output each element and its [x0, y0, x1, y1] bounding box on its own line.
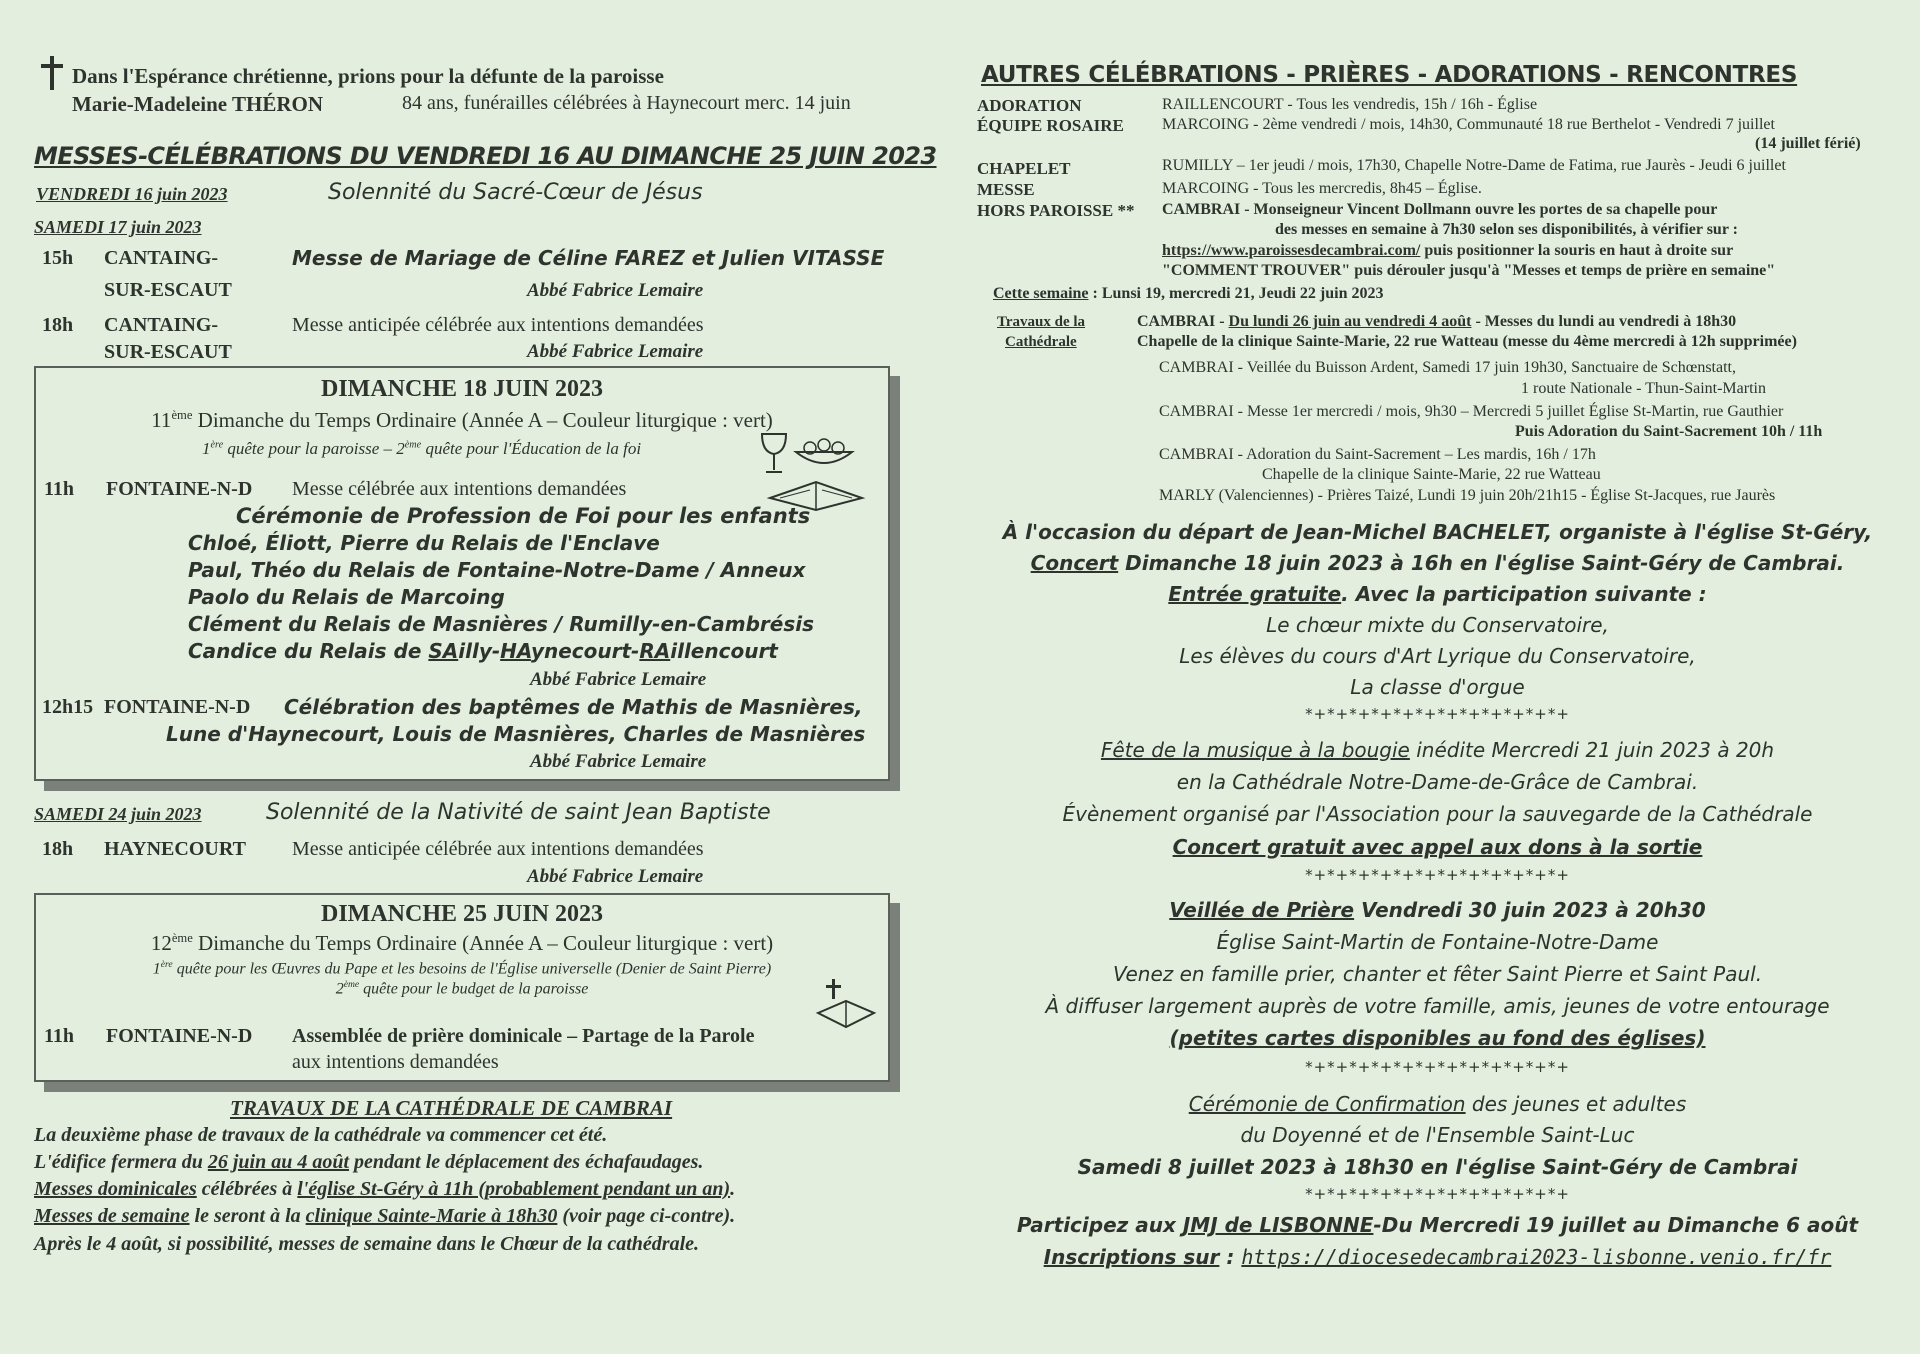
works-line: L'édifice fermera du 26 juin au 4 août pendant le déplacement des échafaudages. — [34, 1151, 704, 1173]
works-title: TRAVAUX DE LA CATHÉDRALE DE CAMBRAI — [230, 1096, 673, 1120]
bible-cross-icon — [814, 977, 878, 1033]
sunday18-quetes: 1ère quête pour la paroisse – 2ème quête pour l'Éducation de la foi — [202, 439, 642, 458]
sunday25-quete1: 1ère quête pour les Œuvres du Pape et les besoins de l'Église universelle (Denier de Saint Pierre) — [152, 959, 772, 978]
right-title: AUTRES CÉLÉBRATIONS - PRIÈRES - ADORATIONS - RENCONTRES — [981, 62, 1798, 88]
saturday24-date: SAMEDI 24 juin 2023 — [34, 804, 202, 824]
saturday24-place: HAYNECOURT — [104, 838, 246, 860]
veillee-line: (petites cartes disponibles au fond des églises) — [1169, 1026, 1706, 1050]
entry-desc: Messe de Mariage de Céline FAREZ et Julien VITASSE — [292, 246, 885, 270]
veillee-line: Venez en famille prier, chanter et fêter Saint Pierre et Saint Paul. — [1112, 962, 1763, 986]
travaux-label: Travaux de la — [997, 314, 1086, 330]
deceased-details: 84 ans, funérailles célébrées à Haynecourt merc. 14 juin — [402, 92, 851, 114]
row-label: CHAPELET — [977, 159, 1071, 178]
row-text: RUMILLY – 1er jeudi / mois, 17h30, Chapelle Notre-Dame de Fatima, rue Jaurès - Jeudi 6 juillet — [1162, 157, 1786, 174]
works-line: Messes dominicales célébrées à l'église St-Géry à 11h (probablement pendant un an). — [34, 1178, 736, 1200]
event-line: MARLY (Valenciennes) - Prières Taizé, Lundi 19 juin 20h/21h15 - Église St-Jacques, rue Jaurès — [1159, 487, 1776, 504]
row-text: MARCOING - 2ème vendredi / mois, 14h30, Communauté 18 rue Berthelot - Vendredi 7 juillet — [1162, 116, 1775, 133]
fete-line: Évènement organisé par l'Association pour la sauvegarde de la Cathédrale — [1062, 802, 1813, 826]
sunday25-time: 11h — [44, 1025, 75, 1047]
sunday25-place: FONTAINE-N-D — [106, 1025, 253, 1047]
concert-line: Concert Dimanche 18 juin 2023 à 16h en l'église Saint-Géry de Cambrai. — [1030, 551, 1845, 575]
concert-line: À l'occasion du départ de Jean-Michel BACHELET, organiste à l'église St-Géry, — [1002, 520, 1873, 544]
sunday18-desc: Messe célébrée aux intentions demandées — [292, 478, 627, 500]
sunday18-box — [34, 366, 890, 781]
friday-feast: Solennité du Sacré-Cœur de Jésus — [328, 180, 703, 205]
sunday25-box — [34, 893, 890, 1082]
concert-line: Les élèves du cours d'Art Lyrique du Conservatoire, — [1179, 644, 1696, 668]
entry-desc: Messe anticipée célébrée aux intentions demandées — [292, 314, 704, 336]
entry-time: 15h — [42, 247, 74, 269]
sunday18-time2: 12h15 — [42, 696, 94, 718]
sunday18-liturgy: 11ème Dimanche du Temps Ordinaire (Année A – Couleur liturgique : vert) — [151, 408, 773, 432]
cross-icon — [38, 54, 66, 92]
sunday18-priest: Abbé Fabrice Lemaire — [530, 669, 707, 690]
hors-line: https://www.paroissesdecambrai.com/ puis positionner la souris en haut à droite sur — [1162, 242, 1734, 259]
works-line: La deuxième phase de travaux de la cathédrale va commencer cet été. — [34, 1124, 608, 1146]
entry-place: CANTAING- — [104, 314, 219, 336]
saturday24-desc: Messe anticipée célébrée aux intentions demandées — [292, 838, 704, 860]
left-column — [0, 0, 940, 1354]
travaux-label: Cathédrale — [1005, 334, 1077, 350]
right-column — [955, 0, 1920, 1354]
veillee-line: Veillée de Prière Vendredi 30 juin 2023 à 20h30 — [1169, 898, 1706, 922]
travaux-line: CAMBRAI - Du lundi 26 juin au vendredi 4 août - Messes du lundi au vendredi à 18h30 — [1137, 313, 1737, 330]
entry-place: SUR-ESCAUT — [104, 279, 232, 301]
saturday24-priest: Abbé Fabrice Lemaire — [527, 866, 704, 887]
ceremony-title: Cérémonie de Profession de Foi pour les enfants — [236, 504, 811, 528]
row-label: MESSE — [977, 180, 1035, 199]
jmj-line: Participez aux JMJ de LISBONNE-Du Mercredi 19 juillet au Dimanche 6 août — [1016, 1213, 1859, 1237]
event-line: CAMBRAI - Messe 1er mercredi / mois, 9h30 – Mercredi 5 juillet Église St-Martin, rue Gauthier — [1159, 403, 1784, 420]
sunday18-priest: Abbé Fabrice Lemaire — [530, 751, 707, 772]
row-label: ADORATION — [977, 96, 1082, 115]
sunday25-liturgy: 12ème Dimanche du Temps Ordinaire (Année A – Couleur liturgique : vert) — [150, 931, 774, 955]
deceased-line1: Dans l'Espérance chrétienne, prions pour la défunte de la paroisse — [72, 64, 664, 88]
separator: *+*+*+*+*+*+*+*+*+*+*+*+ — [1305, 1058, 1570, 1076]
main-title: MESSES-CÉLÉBRATIONS DU VENDREDI 16 AU DIMANCHE 25 JUIN 2023 — [34, 142, 937, 170]
fete-line: Concert gratuit avec appel aux dons à la sortie — [1172, 835, 1703, 859]
entry-place: SUR-ESCAUT — [104, 341, 232, 363]
child-line: Paolo du Relais de Marcoing — [188, 585, 505, 609]
baptism-line: Célébration des baptêmes de Mathis de Masnières, — [284, 695, 863, 719]
paroisses-link[interactable]: https://www.paroissesdecambrai.com/ — [1162, 242, 1421, 259]
sunday25-desc2: aux intentions demandées — [292, 1051, 499, 1073]
saturday17-date: SAMEDI 17 juin 2023 — [34, 217, 202, 237]
entry-priest: Abbé Fabrice Lemaire — [527, 280, 704, 301]
entry-time: 18h — [42, 314, 74, 336]
jmj-line: Inscriptions sur : https://diocesedecambrai2023-lisbonne.venio.fr/fr — [1043, 1245, 1832, 1269]
sunday25-title: DIMANCHE 25 JUIN 2023 — [321, 901, 603, 927]
deceased-name: Marie-Madeleine THÉRON — [72, 92, 323, 116]
friday-date: VENDREDI 16 juin 2023 — [36, 184, 228, 204]
sunday18-time: 11h — [44, 478, 75, 500]
sunday25-desc: Assemblée de prière dominicale – Partage de la Parole — [292, 1025, 755, 1047]
confirmation-line: Cérémonie de Confirmation des jeunes et adultes — [1188, 1092, 1687, 1116]
confirmation-line: du Doyenné et de l'Ensemble Saint-Luc — [1240, 1123, 1635, 1147]
entry-place: CANTAING- — [104, 247, 219, 269]
row-label: ÉQUIPE ROSAIRE — [977, 116, 1124, 135]
entry-priest: Abbé Fabrice Lemaire — [527, 341, 704, 362]
confirmation-line: Samedi 8 juillet 2023 à 18h30 en l'église Saint-Géry de Cambrai — [1077, 1155, 1798, 1179]
row-text: (14 juillet férié) — [1755, 135, 1861, 152]
separator: *+*+*+*+*+*+*+*+*+*+*+*+ — [1305, 705, 1570, 723]
saturday24-time: 18h — [42, 838, 74, 860]
row-text: RAILLENCOURT - Tous les vendredis, 15h / 16h - Église — [1162, 96, 1538, 113]
event-line: Puis Adoration du Saint-Sacrement 10h / 11h — [1515, 423, 1823, 440]
row-text: MARCOING - Tous les mercredis, 8h45 – Église. — [1162, 180, 1482, 197]
sunday18-place: FONTAINE-N-D — [106, 478, 253, 500]
jmj-link[interactable]: https://diocesedecambrai2023-lisbonne.venio.fr/fr — [1241, 1245, 1832, 1269]
saturday24-feast: Solennité de la Nativité de saint Jean Baptiste — [266, 800, 771, 825]
row-text: CAMBRAI - Monseigneur Vincent Dollmann ouvre les portes de sa chapelle pour — [1162, 201, 1718, 218]
week-line: Cette semaine : Lunsi 19, mercredi 21, Jeudi 22 juin 2023 — [993, 285, 1384, 302]
travaux-line: Chapelle de la clinique Sainte-Marie, 22 rue Watteau (messe du 4ème mercredi à 12h supprimée) — [1137, 333, 1797, 350]
fete-line: Fête de la musique à la bougie inédite Mercredi 21 juin 2023 à 20h — [1100, 738, 1775, 762]
sunday18-title: DIMANCHE 18 JUIN 2023 — [321, 376, 603, 402]
child-line: Clément du Relais de Masnières / Rumilly-en-Cambrésis — [188, 612, 815, 636]
event-line: CAMBRAI - Veillée du Buisson Ardent, Samedi 17 juin 19h30, Sanctuaire de Schœnstatt, — [1159, 359, 1736, 376]
sunday18-place2: FONTAINE-N-D — [104, 696, 251, 718]
child-line-candice: Candice du Relais de SAilly-HAynecourt-RAillencourt — [188, 639, 778, 663]
works-line: Messes de semaine le seront à la clinique Sainte-Marie à 18h30 (voir page ci-contre). — [34, 1205, 736, 1227]
child-line: Paul, Théo du Relais de Fontaine-Notre-Dame / Anneux — [188, 558, 806, 582]
baptism-line: Lune d'Haynecourt, Louis de Masnières, Charles de Masnières — [166, 722, 866, 746]
event-line: CAMBRAI - Adoration du Saint-Sacrement – Les mardis, 16h / 17h — [1159, 446, 1596, 463]
works-line: Après le 4 août, si possibilité, messes de semaine dans le Chœur de la cathédrale. — [34, 1233, 700, 1255]
concert-line: Entrée gratuite. Avec la participation suivante : — [1168, 582, 1707, 606]
concert-line: Le chœur mixte du Conservatoire, — [1266, 613, 1609, 637]
veillee-line: Église Saint-Martin de Fontaine-Notre-Dame — [1216, 930, 1659, 954]
separator: *+*+*+*+*+*+*+*+*+*+*+*+ — [1305, 1185, 1570, 1203]
fete-line: en la Cathédrale Notre-Dame-de-Grâce de Cambrai. — [1176, 770, 1699, 794]
hors-line: des messes en semaine à 7h30 selon ses disponibilités, à vérifier sur : — [1275, 221, 1738, 238]
sunday25-quete2: 2ème quête pour le budget de la paroisse — [335, 979, 589, 998]
concert-line: La classe d'orgue — [1350, 675, 1525, 699]
separator: *+*+*+*+*+*+*+*+*+*+*+*+ — [1305, 866, 1570, 884]
event-line: 1 route Nationale - Thun-Saint-Martin — [1521, 380, 1766, 397]
child-line: Chloé, Éliott, Pierre du Relais de l'Enclave — [188, 531, 660, 555]
event-line: Chapelle de la clinique Sainte-Marie, 22 rue Watteau — [1262, 466, 1601, 483]
hors-line: "COMMENT TROUVER" puis dérouler jusqu'à "Messes et temps de prière en semaine" — [1162, 262, 1776, 279]
veillee-line: À diffuser largement auprès de votre famille, amis, jeunes de votre entourage — [1045, 994, 1830, 1018]
row-label: HORS PAROISSE ** — [977, 201, 1135, 220]
